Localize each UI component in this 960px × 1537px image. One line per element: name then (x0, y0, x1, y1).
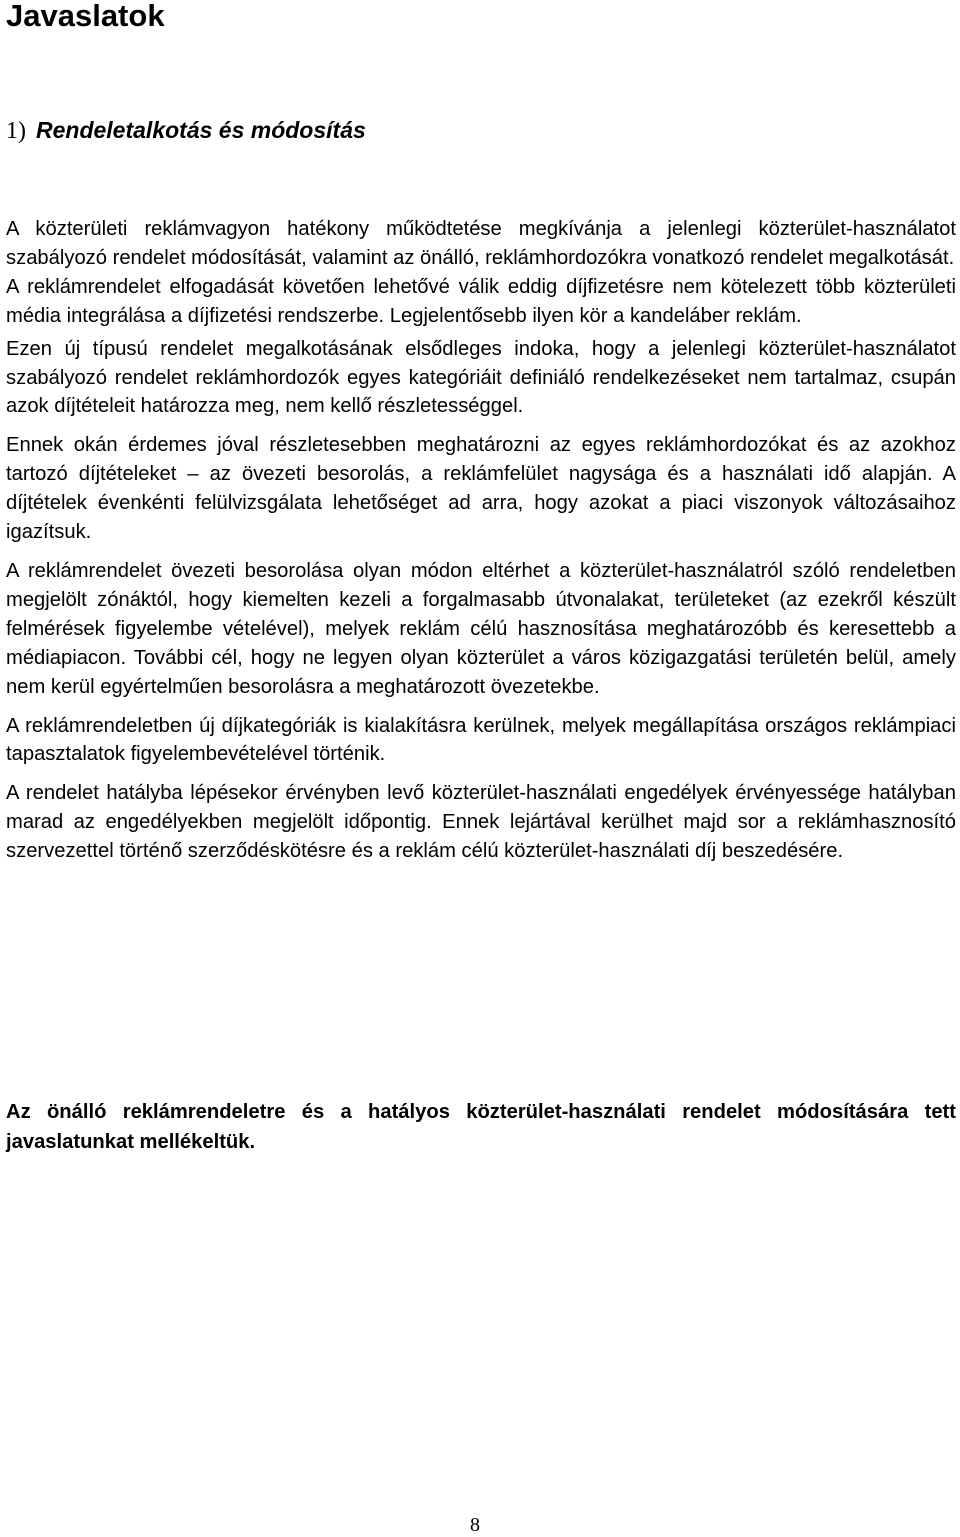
paragraph-intro: A közterületi reklámvagyon hatékony működtetése megkívánja a jelenlegi közterület-használatot szabályozó rendelet módosítását, valamint az önálló, reklámhordozókra vonatkozó rendelet megalkotását. (6, 218, 956, 269)
section-number: 1) (6, 118, 26, 144)
paragraph-integration: A reklámrendelet elfogadását követően lehetővé válik eddig díjfizetésre nem kötelezett több közterületi média integrálása a díjfizetési rendszerbe. Legjelentősebb ilyen kör a kandeláber reklám. (6, 275, 956, 327)
page-title: Javaslatok (6, 0, 165, 33)
page-number: 8 (470, 1514, 480, 1536)
document-body (6, 215, 956, 866)
paragraph-zoning: A reklámrendelet övezeti besorolása olyan módon eltérhet a közterület-használatról szóló rendeletben megjelölt zónáktól, hogy kiemelten kezeli a forgalmasabb útvonalakat, területeket (az ezekről készült felmérések figyelembe vételével), melyek reklám célú hasznosítása meghatározóbb és keresettebb a médiapiacon. További cél, hogy ne legyen olyan közterület a város közigazgatási területén belül, amely nem kerül egyértelműen besorolásra a meghatározott övezetekbe. (6, 559, 956, 698)
section-heading (6, 114, 366, 147)
paragraph-fees: Ennek okán érdemes jóval részletesebben meghatározni az egyes reklámhordozókat és az azokhoz tartozó díjtételeket – az övezeti besorolás, a reklámfelület nagysága és a használati idő alapján. A díjtételek évenkénti felülvizsgálata lehetőséget ad arra, hogy azokat a piaci viszonyok változásaihoz igazítsuk. (6, 434, 956, 544)
closing-note: Az önálló reklámrendeletre és a hatályos közterület-használati rendelet módosítására tett javaslatunkat mellékeltük. (6, 1101, 956, 1153)
paragraph-reason: Ezen új típusú rendelet megalkotásának elsődleges indoka, hogy a jelenlegi közterület-használatot szabályozó rendelet reklámhordozók egyes kategóriáit definiáló rendelkezéseket nem tartalmaz, csupán azok díjtételeit határozza meg, nem kellő részletességgel. (6, 337, 956, 418)
paragraph-categories: A reklámrendeletben új díjkategóriák is kialakításra kerülnek, melyek megállapítása országos reklámpiaci tapasztalatok figyelembevételével történik. (6, 714, 956, 766)
paragraph-validity: A rendelet hatályba lépésekor érvényben levő közterület-használati engedélyek érvényessége hatályban marad az engedélyekben megjelölt időpontig. Ennek lejártával kerülhet majd sor a reklámhasznosító szervezettel történő szerződéskötésre és a reklám célú közterület-használati díj beszedésére. (6, 782, 956, 863)
section-title: Rendeletalkotás és módosítás (36, 117, 366, 143)
